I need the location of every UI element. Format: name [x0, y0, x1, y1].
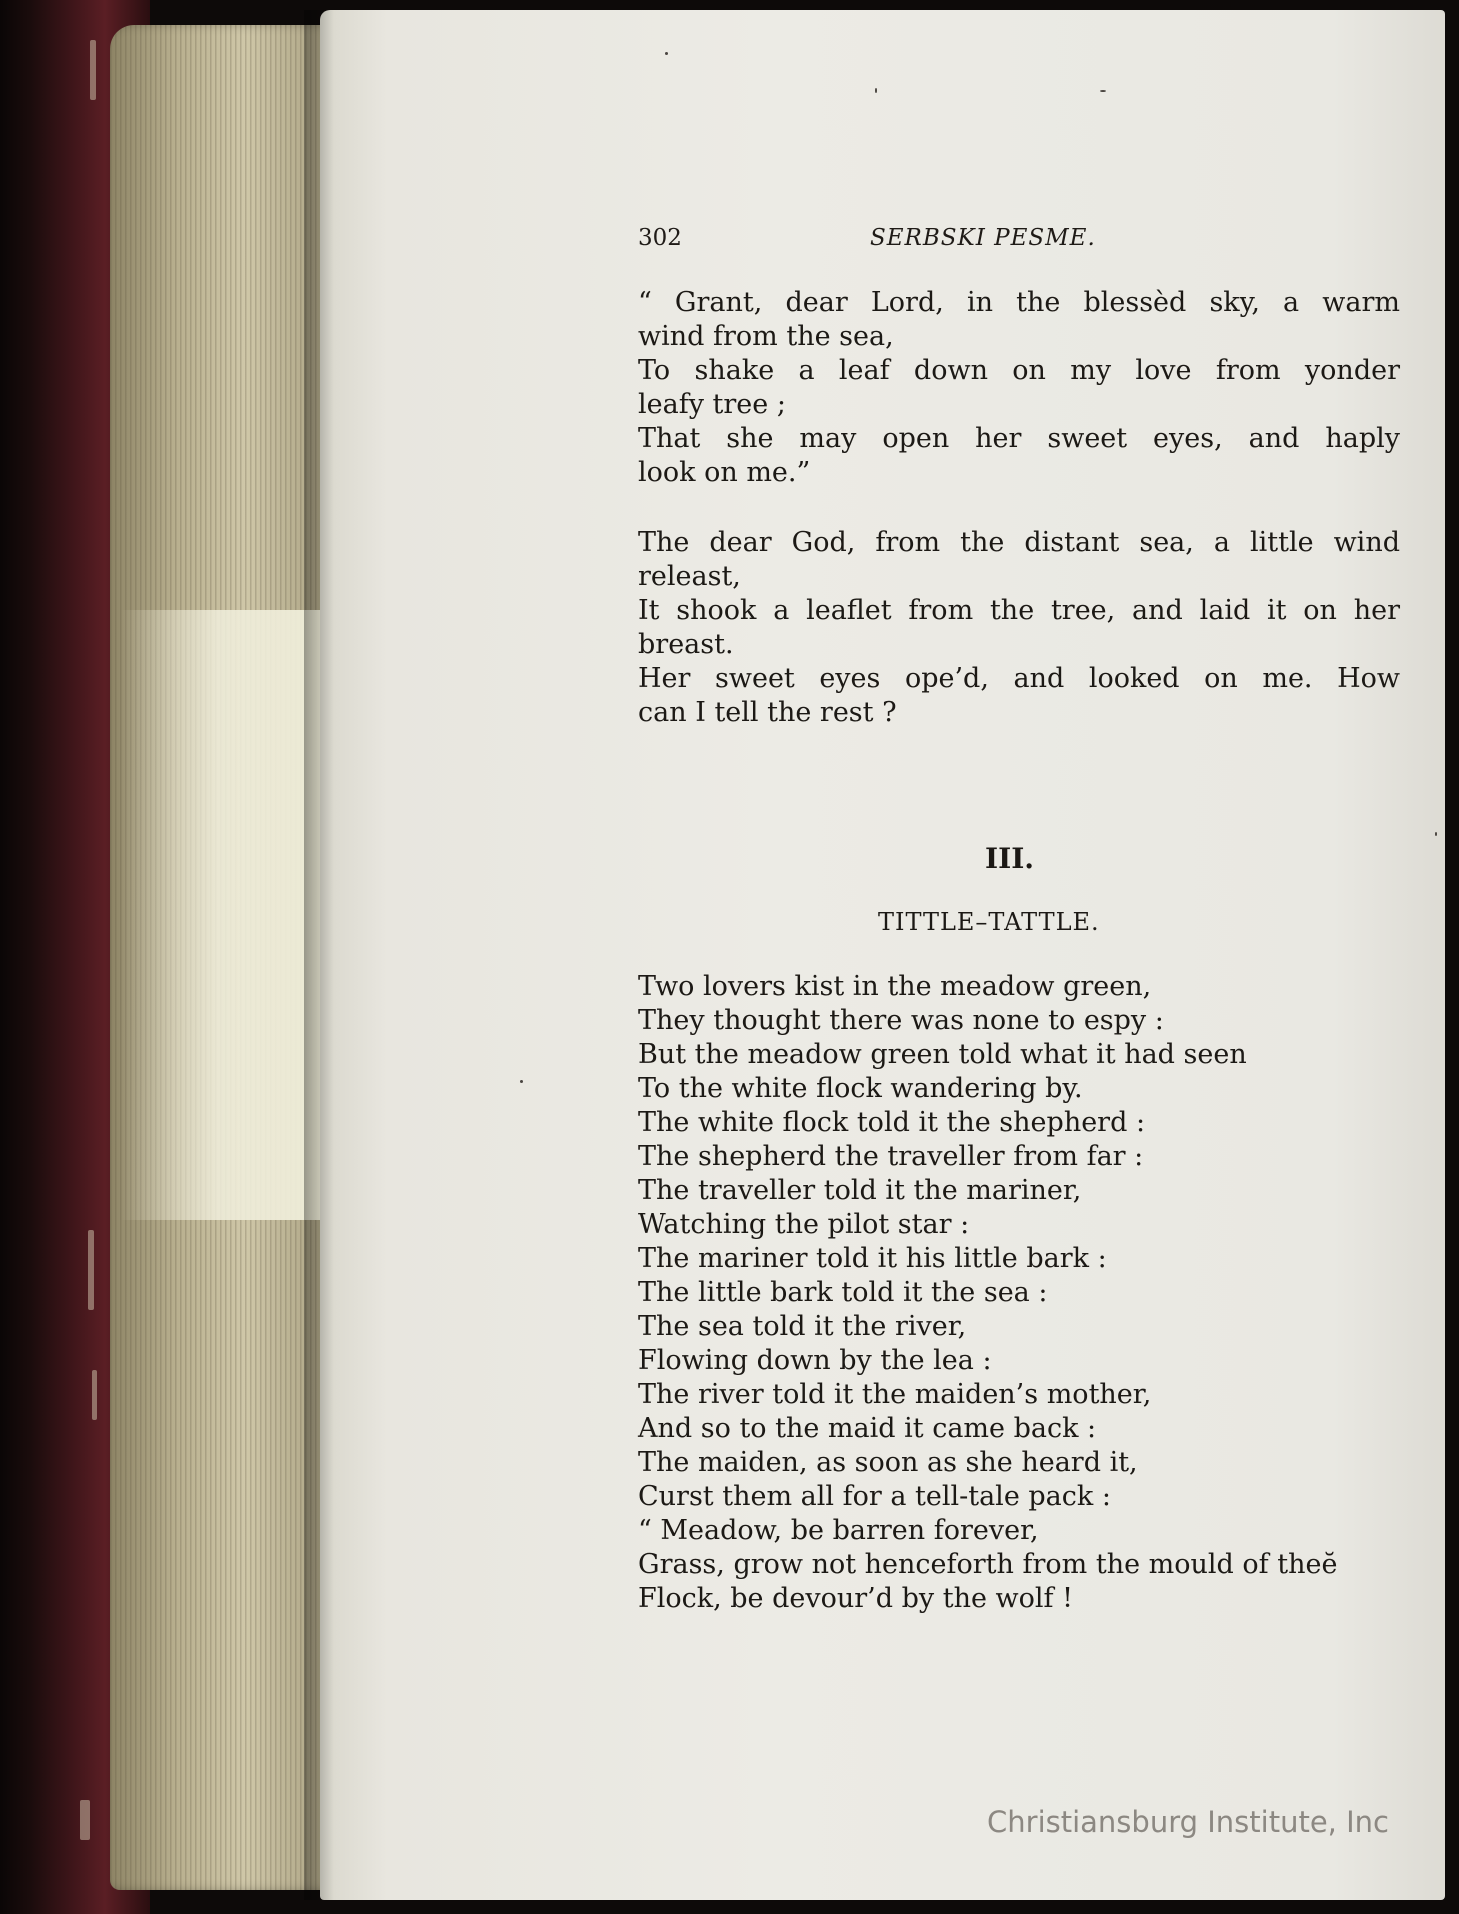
verse-line: Her sweet eyes ope’d, and looked on me. How can I tell the rest ?	[638, 663, 1400, 728]
poem-line: Flock, be devour’d by the wolf !	[638, 1583, 1073, 1614]
poem-line: “ Meadow, be barren forever,	[638, 1515, 1039, 1546]
poem-line: Flowing down by the lea :	[638, 1345, 992, 1376]
poem-line: And so to the maid it came back :	[638, 1413, 1097, 1444]
poem-line: Two lovers kist in the meadow green,	[638, 971, 1152, 1002]
poem-line: To the white flock wandering by.	[638, 1073, 1083, 1104]
poem-line: Grass, grow not henceforth from the mould of theĕ	[638, 1549, 1338, 1580]
stanza-2	[638, 526, 1400, 730]
paper-speck	[1435, 832, 1437, 836]
poem-line: The mariner told it his little bark :	[638, 1243, 1107, 1274]
poem-line: The little bark told it the sea :	[638, 1277, 1048, 1308]
page-number: 302	[638, 225, 682, 251]
binding-wear-mark	[88, 1230, 94, 1310]
poem-line: They thought there was none to espy :	[638, 1005, 1164, 1036]
page-edges	[110, 25, 335, 1890]
poem-line: But the meadow green told what it had seen	[638, 1039, 1247, 1070]
running-title: SERBSKI PESME.	[870, 225, 1096, 251]
poem-line: The traveller told it the mariner,	[638, 1175, 1082, 1206]
verse-line: It shook a leaflet from the tree, and laid it on her breast.	[638, 595, 1400, 660]
poem-line: The river told it the maiden’s mother,	[638, 1379, 1152, 1410]
verse-line: The dear God, from the distant sea, a little wind releast,	[638, 527, 1400, 592]
poem-line: The shepherd the traveller from far :	[638, 1141, 1144, 1172]
paper-speck	[1100, 90, 1106, 92]
section-number: III.	[985, 842, 1035, 875]
paper-speck	[520, 1080, 523, 1083]
page-header	[638, 225, 1398, 259]
poem-body	[638, 970, 1337, 1616]
stanza-1	[638, 286, 1400, 490]
section-title: TITTLE–TATTLE.	[878, 908, 1100, 936]
paper-speck	[875, 88, 877, 93]
poem-line: The maiden, as soon as she heard it,	[638, 1447, 1138, 1478]
poem-line: Curst them all for a tell-tale pack :	[638, 1481, 1111, 1512]
binding-wear-mark	[80, 1800, 90, 1840]
verse-line: “ Grant, dear Lord, in the blessèd sky, a warm wind from the sea,	[638, 287, 1400, 352]
poem-line: Watching the pilot star :	[638, 1209, 970, 1240]
poem-line: The white flock told it the shepherd :	[638, 1107, 1146, 1138]
binding-wear-mark	[90, 40, 96, 100]
binding-wear-mark	[92, 1370, 97, 1420]
verse-line: To shake a leaf down on my love from yonder leafy tree ;	[638, 355, 1400, 420]
poem-line: The sea told it the river,	[638, 1311, 967, 1342]
watermark: Christiansburg Institute, Inc	[987, 1805, 1389, 1839]
paper-speck	[665, 52, 668, 55]
verse-line: That she may open her sweet eyes, and haply look on me.”	[638, 423, 1400, 488]
